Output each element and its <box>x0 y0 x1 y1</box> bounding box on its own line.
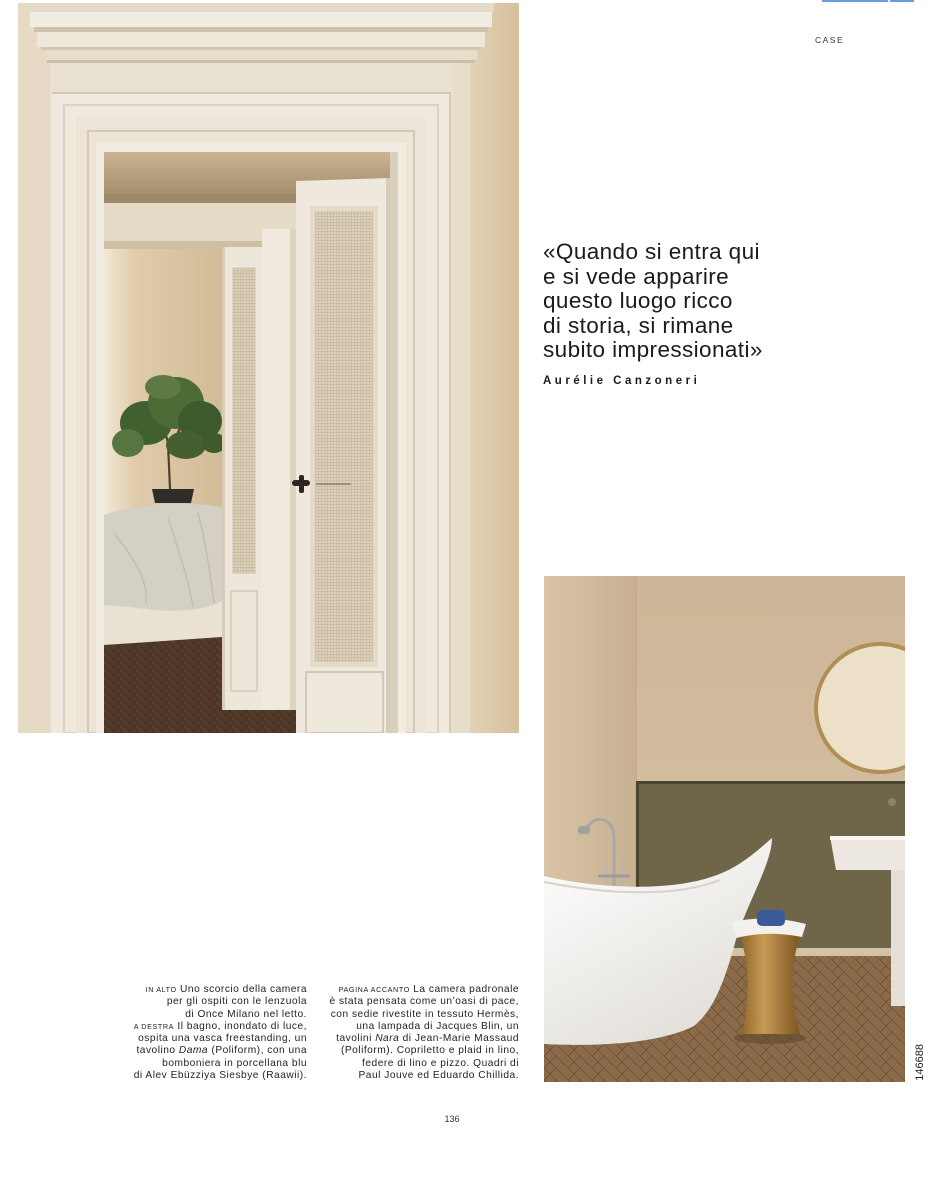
caption-line <box>300 1009 519 1021</box>
caption-label: A DESTRA <box>133 1021 175 1031</box>
quote-author: Aurélie Canzoneri <box>543 375 701 387</box>
caption-line <box>300 996 519 1008</box>
caption-text: Uno scorcio della camera <box>176 984 307 995</box>
caption-italic: Nara <box>375 1033 400 1045</box>
caption-line <box>100 1009 307 1021</box>
inner-jamb <box>262 229 298 710</box>
caption-line <box>100 1045 307 1057</box>
caption-line <box>300 1033 519 1045</box>
pull-quote <box>543 240 763 363</box>
caption-text: bomboniera in porcellana blu <box>162 1057 307 1069</box>
caption-line <box>300 1058 519 1070</box>
caption-line <box>300 1070 519 1082</box>
caption-line <box>100 984 307 996</box>
quote-line: subito impressionati» <box>543 337 763 363</box>
caption-text: (Poliform), con una <box>208 1045 307 1057</box>
side-code: 146688 <box>914 1044 926 1081</box>
caption-line <box>300 1021 519 1033</box>
caption-label: PAGINA ACCANTO <box>338 985 410 994</box>
caption-text: federe di lino e pizzo. Quadri di <box>362 1057 519 1069</box>
page-number: 136 <box>444 1114 460 1124</box>
quote-line: di storia, si rimane <box>543 312 734 338</box>
caption-line <box>100 996 307 1008</box>
quote-line: «Quando si entra qui <box>543 239 760 264</box>
caption-line <box>100 1021 307 1033</box>
caption-text: di Alev Ebüzziya Siesbye (Raawii). <box>133 1070 307 1082</box>
section-label: CASE <box>815 35 845 45</box>
caption-text: La camera padronale <box>409 984 519 995</box>
bathroom-illustration <box>544 576 905 1082</box>
inner-door-leaf <box>222 247 262 710</box>
bed <box>104 504 222 611</box>
caption-text: ospita una vasca freestanding, un <box>138 1033 307 1045</box>
caption-left <box>100 984 307 1082</box>
caption-line <box>100 1033 307 1045</box>
cornice <box>28 3 494 63</box>
caption-text: è stata pensata come un’oasi di pace, <box>329 996 519 1008</box>
caption-text: con sedie rivestite in tessuto Hermès, <box>330 1008 519 1020</box>
caption-text: una lampada di Jacques Blin, un <box>356 1020 519 1032</box>
caption-line <box>100 1070 307 1082</box>
caption-text: Il bagno, inondato di luce, <box>174 1020 307 1032</box>
caption-text: di Once Milano nel letto. <box>185 1008 307 1020</box>
caption-text: Paul Jouve ed Eduardo Chillida. <box>358 1070 519 1082</box>
doorway-photo <box>18 3 519 733</box>
caption-right <box>300 984 519 1082</box>
open-door-leaf <box>296 178 390 733</box>
wall-knob <box>888 798 896 806</box>
bathroom-photo <box>544 576 905 1082</box>
caption-text: tavolini <box>336 1033 376 1045</box>
top-tab-bar <box>890 0 914 2</box>
quote-line: questo luogo ricco <box>543 288 733 314</box>
quote-line: e si vede apparire <box>543 263 730 289</box>
caption-text: di Jean-Marie Massaud <box>399 1033 519 1045</box>
caption-line <box>300 1045 519 1057</box>
top-tab-bar <box>822 0 888 2</box>
caption-label: IN ALTO <box>145 985 177 994</box>
caption-line <box>300 984 519 996</box>
caption-line <box>100 1058 307 1070</box>
caption-text: tavolino <box>136 1045 179 1057</box>
caption-italic: Dama <box>178 1045 209 1057</box>
caption-text: per gli ospiti con le lenzuola <box>166 996 307 1008</box>
caption-text: (Poliform). Copriletto e plaid in lino, <box>340 1045 519 1057</box>
doorway-illustration <box>18 3 519 733</box>
